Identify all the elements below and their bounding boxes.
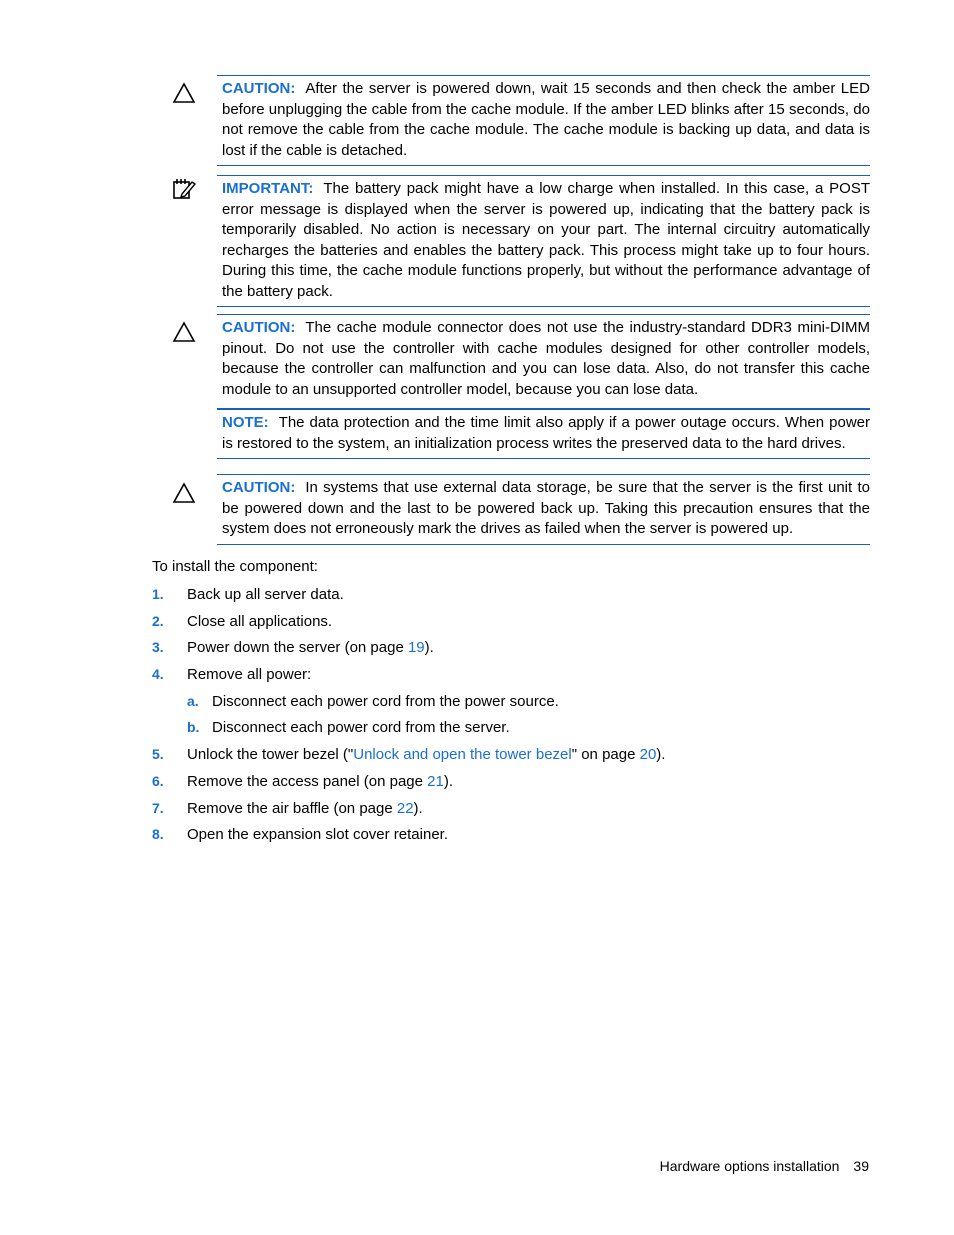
step-text: Remove the access panel (on page	[187, 773, 428, 790]
step-text: Power down the server (on page	[187, 639, 408, 656]
substep-text: Disconnect each power cord from the power source.	[212, 693, 559, 710]
step-text: Remove the air baffle (on page	[187, 800, 397, 817]
note-notice	[217, 408, 870, 459]
caution-notice	[217, 75, 870, 166]
page-link[interactable]: 20	[639, 746, 657, 763]
step-item	[152, 584, 344, 605]
notice-text: The cache module connector does not use the industry-standard DDR3 mini-DIMM pinout. Do not use the controller with cache modules designed for other controller models, because the controller can malfunction and you can lose data. Also, do not transfer this cache module to an unsupported controller model, because you can lose data.	[222, 319, 870, 398]
caution-triangle-icon	[172, 482, 196, 504]
step-number: 5.	[152, 746, 164, 762]
page-link[interactable]: 19	[407, 639, 425, 656]
step-number: 3.	[152, 639, 164, 655]
step-number: 4.	[152, 666, 164, 682]
step-number: 8.	[152, 826, 164, 842]
step-item	[152, 611, 332, 632]
step-text: Close all applications.	[187, 613, 333, 630]
notice-text: The battery pack might have a low charge when installed. In this case, a POST error message is displayed when the server is powered up, indicating that the battery pack is temporarily disabled. No action is necessary on your part. The internal circuitry automatically recharges the batteries and enables the battery pack. This process might take up to four hours. During this time, the cache module functions properly, but without the performance advantage of the battery pack.	[222, 180, 870, 300]
notice-label: CAUTION:	[222, 319, 296, 336]
substep-letter: a.	[187, 693, 199, 709]
notice-text: After the server is powered down, wait 15 seconds and then check the amber LED before unplugging the cable from the cache module. If the amber LED blinks after 15 seconds, do not remove the cable from the cache module. The cache module is backing up data, and data is lost if the cable is detached.	[222, 80, 870, 159]
step-text: Back up all server data.	[187, 586, 344, 603]
section-link[interactable]: Unlock and open the tower bezel	[353, 746, 572, 763]
step-item	[152, 637, 434, 658]
step-text: Remove all power:	[187, 666, 312, 683]
step-item	[152, 664, 311, 685]
substep-letter: b.	[187, 719, 200, 735]
step-item	[152, 798, 423, 819]
step-number: 2.	[152, 613, 164, 629]
step-text: ).	[413, 800, 423, 817]
step-text: Open the expansion slot cover retainer.	[187, 826, 448, 843]
step-item	[152, 824, 448, 845]
step-number: 7.	[152, 800, 164, 816]
substep-text: Disconnect each power cord from the server.	[212, 719, 510, 736]
step-text: Unlock the tower bezel ("	[187, 746, 354, 763]
important-notice	[217, 175, 870, 307]
substep-item	[187, 691, 559, 712]
page-number: 39	[853, 1158, 869, 1174]
caution-notice	[217, 314, 870, 404]
page-link[interactable]: 21	[427, 773, 444, 790]
page-link[interactable]: 22	[396, 800, 414, 817]
step-text: " on page	[571, 746, 640, 763]
notice-label: IMPORTANT:	[222, 180, 314, 197]
step-text: ).	[424, 639, 434, 656]
caution-notice	[217, 474, 870, 545]
important-notepad-icon	[172, 178, 196, 200]
notice-text: The data protection and the time limit also apply if a power outage occurs. When power is restored to the system, an initialization process writes the preserved data to the hard drives.	[222, 414, 870, 452]
substep-item	[187, 717, 510, 738]
notice-text: In systems that use external data storage, be sure that the server is the first unit to be powered down and the last to be powered back up. Taking this precaution ensures that the system does not erroneously mark the drives as failed when the server is powered up.	[222, 479, 870, 537]
step-number: 1.	[152, 586, 164, 602]
notice-label: CAUTION:	[222, 479, 296, 496]
caution-triangle-icon	[172, 321, 196, 343]
step-text: ).	[443, 773, 454, 790]
footer-section-title: Hardware options installation	[659, 1158, 840, 1174]
step-number: 6.	[152, 773, 164, 789]
page-footer	[660, 1158, 869, 1174]
step-item	[152, 744, 665, 765]
step-text: ).	[656, 746, 666, 763]
procedure-intro: To install the component:	[152, 558, 318, 575]
notice-label: CAUTION:	[222, 80, 296, 97]
notice-label: NOTE:	[222, 414, 269, 431]
caution-triangle-icon	[172, 82, 196, 104]
step-item	[152, 771, 453, 792]
